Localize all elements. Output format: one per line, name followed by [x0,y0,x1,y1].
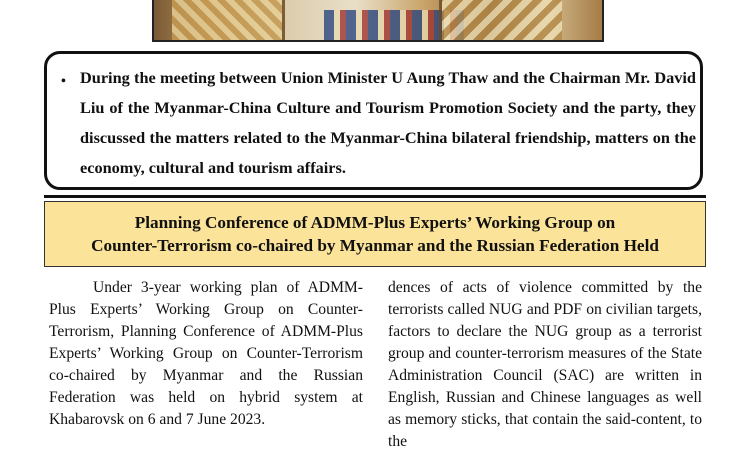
section-divider [44,195,706,198]
bullet-summary-text: During the meeting between Union Minister U Aung Thaw and the Chairman Mr. David Liu of the Myanmar-China Culture and Tourism Promotion Society and the party, they discussed the matters related to the Myanmar-China bilateral friendship, matters on the economy, cultural and tourism affairs. [80,68,696,177]
headline-line-1: Planning Conference of ADMM-Plus Experts’ Working Group on [134,213,616,232]
right-column-text: dences of acts of violence committed by the terrorists called NUG and PDF on civilian targets, factors to declare the NUG group as a terrorist group and counter-terrorism measures of the State Administration Council (SAC) are written in English, Russian and Chinese languages as well as memory sticks, that contain the said-content, to the [388,279,702,450]
headline-line-2: Counter-Terrorism co-chaired by Myanmar and the Russian Federation Held [91,236,659,255]
meeting-photo [152,0,604,42]
article-headline [44,201,706,267]
right-chair-image [439,0,562,40]
bullet-summary-box [44,51,703,190]
left-chair-image [172,0,285,40]
article-column-left [49,277,363,431]
article-column-right [388,277,702,453]
bullet-point-icon: • [61,74,66,89]
left-column-text: Under 3-year working plan of ADMM-Plus Experts’ Working Group on Counter-Terrorism, Planning Conference of ADMM-Plus Experts’ Working Group on Counter-Terrorism co-chaired by Myanmar and the Russian Federation was held on hybrid system at Khabarovsk on 6 and 7 June 2023. [49,279,363,428]
